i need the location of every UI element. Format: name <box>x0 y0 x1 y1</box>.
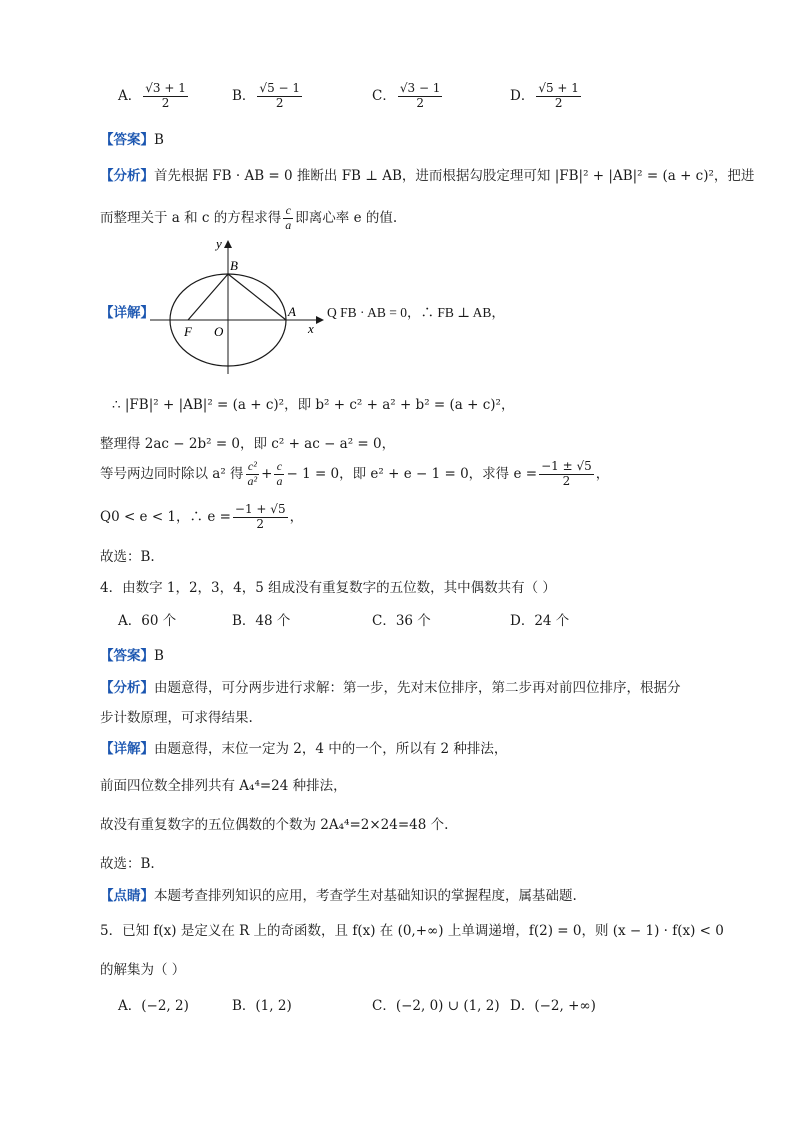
q4-option-d: D．24 个 <box>510 613 570 629</box>
fraction-denominator: a² <box>247 473 258 488</box>
option-letter: C． <box>372 87 396 104</box>
q5-stem-line-2: 的解集为（ ） <box>100 962 186 978</box>
analysis-text: 而整理关于 a 和 c 的方程求得 <box>100 209 282 226</box>
q4-detail-line-3: 故没有重复数字的五位偶数的个数为 2A₄⁴=2×24=48 个. <box>100 817 449 833</box>
q5-option-c: C．(−2, 0) ∪ (1, 2) <box>372 998 500 1014</box>
fraction-numerator: √3 − 1 <box>399 81 441 95</box>
c-over-a-fraction <box>283 204 293 233</box>
label-b: B <box>230 258 238 273</box>
fraction-denominator: 2 <box>554 95 563 110</box>
analysis-text: 首先根据 FB · AB = 0 推断出 FB ⊥ AB，进而根据勾股定理可知 |FB|² + |AB|² = (a + c)²，把进 <box>154 168 755 184</box>
analysis-tag: 【分析】 <box>100 168 154 184</box>
fraction-numerator: √3 + 1 <box>145 81 186 95</box>
q3-step-4 <box>100 503 303 532</box>
fraction-numerator: √5 + 1 <box>538 81 579 95</box>
segment-ba <box>228 274 286 320</box>
q3-detail-inline: Q FB · AB = 0，∴ FB ⊥ AB， <box>327 305 505 320</box>
fraction-denominator: a <box>285 217 292 232</box>
q5-option-b: B．(1, 2) <box>232 998 292 1014</box>
q3-option-a <box>118 82 190 111</box>
q4-answer <box>100 644 164 664</box>
detail-text: 由题意得，末位一定为 2，4 中的一个，所以有 2 种排法， <box>154 741 508 757</box>
label-o: O <box>214 324 224 339</box>
option-fraction <box>398 82 443 111</box>
detail-tag: 【详解】 <box>100 741 154 757</box>
q5-option-a: A．(−2, 2) <box>118 998 189 1014</box>
x-axis-arrow-icon <box>316 316 324 324</box>
comment-text: 本题考查排列知识的应用，考查学生对基础知识的掌握程度，属基础题. <box>154 888 577 904</box>
q4-detail-line-1 <box>100 737 507 757</box>
step-text: − 1 = 0，即 e² + e − 1 = 0，求得 e = <box>286 465 538 482</box>
e-final-fraction <box>233 503 288 532</box>
q3-answer <box>100 128 164 148</box>
analysis-tag: 【分析】 <box>100 680 154 696</box>
q4-option-a: A．60 个 <box>118 613 177 629</box>
q3-analysis-line-2 <box>100 204 397 233</box>
segment-fb <box>188 274 228 320</box>
q3-option-c <box>372 82 444 111</box>
option-fraction <box>536 82 581 111</box>
answer-value: B <box>154 132 164 148</box>
label-a: A <box>288 304 296 319</box>
q3-step-3 <box>100 460 609 489</box>
q5-option-d: D．(−2, +∞) <box>510 998 596 1014</box>
fraction-numerator: c <box>283 204 293 219</box>
fraction-denominator: 2 <box>416 95 424 110</box>
step-text: ， <box>595 465 610 482</box>
q4-option-b: B．48 个 <box>232 613 291 629</box>
fraction-numerator: c² <box>246 460 260 475</box>
answer-value: B <box>154 648 164 664</box>
q4-analysis-line-1 <box>100 676 681 696</box>
plus-sign: + <box>261 465 273 482</box>
step-text: 等号两边同时除以 a² 得 <box>100 465 244 482</box>
q3-option-d <box>510 82 583 111</box>
q4-option-c: C．36 个 <box>372 613 431 629</box>
step-text: ， <box>289 508 304 525</box>
c2-over-a2-fraction <box>246 460 260 489</box>
fraction-denominator: 2 <box>562 473 571 488</box>
q3-choose: 故选：B. <box>100 549 155 565</box>
answer-tag: 【答案】 <box>100 648 154 664</box>
q3-analysis-line-1 <box>100 164 754 184</box>
option-fraction <box>257 82 302 111</box>
answer-tag: 【答案】 <box>100 132 154 148</box>
q5-stem-line-1: 5．已知 f(x) 是定义在 R 上的奇函数，且 f(x) 在 (0,+∞) 上单调递增，f(2) = 0，则 (x − 1) · f(x) < 0 <box>100 923 724 939</box>
c-over-a-fraction <box>274 460 284 489</box>
fraction-numerator: −1 + √5 <box>234 502 286 516</box>
q3-detail-tag-line <box>100 301 154 321</box>
label-f: F <box>184 324 192 339</box>
q4-choose: 故选：B. <box>100 856 155 872</box>
q4-stem: 4．由数字 1，2，3，4，5 组成没有重复数字的五位数，其中偶数共有（ ） <box>100 580 556 596</box>
fraction-numerator: c <box>274 460 284 475</box>
label-x: x <box>308 321 314 336</box>
fraction-numerator: −1 ± √5 <box>541 459 592 473</box>
fraction-denominator: 2 <box>256 516 265 531</box>
fraction-denominator: 2 <box>161 95 170 110</box>
fraction-denominator: a <box>276 473 283 488</box>
option-letter: B． <box>232 87 256 104</box>
fraction-denominator: 2 <box>275 95 284 110</box>
q4-analysis-line-2: 步计数原理，可求得结果. <box>100 710 253 726</box>
option-fraction <box>143 82 188 111</box>
q3-option-b <box>232 82 304 111</box>
option-letter: D． <box>510 87 535 104</box>
q3-step-2: 整理得 2ac − 2b² = 0，即 c² + ac − a² = 0， <box>100 436 396 452</box>
ellipse-diagram <box>148 236 328 376</box>
q4-detail-line-2: 前面四位数全排列共有 A₄⁴=24 种排法， <box>100 778 347 794</box>
y-axis-arrow-icon <box>224 240 232 248</box>
detail-tag: 【详解】 <box>100 305 154 321</box>
q4-comment <box>100 884 577 904</box>
analysis-text: 即离心率 e 的值. <box>295 209 398 226</box>
analysis-text: 由题意得，可分两步进行求解：第一步，先对末位排序，第二步再对前四位排序，根据分 <box>154 680 681 696</box>
fraction-numerator: √5 − 1 <box>259 81 301 95</box>
e-solution-fraction <box>539 460 594 489</box>
step-text: Q0 < e < 1，∴ e = <box>100 508 231 525</box>
option-letter: A． <box>118 87 142 104</box>
comment-tag: 【点睛】 <box>100 888 154 904</box>
label-y: y <box>216 236 222 251</box>
q3-step-1: ∴ |FB|² + |AB|² = (a + c)²，即 b² + c² + a² + b² = (a + c)²， <box>112 397 515 413</box>
